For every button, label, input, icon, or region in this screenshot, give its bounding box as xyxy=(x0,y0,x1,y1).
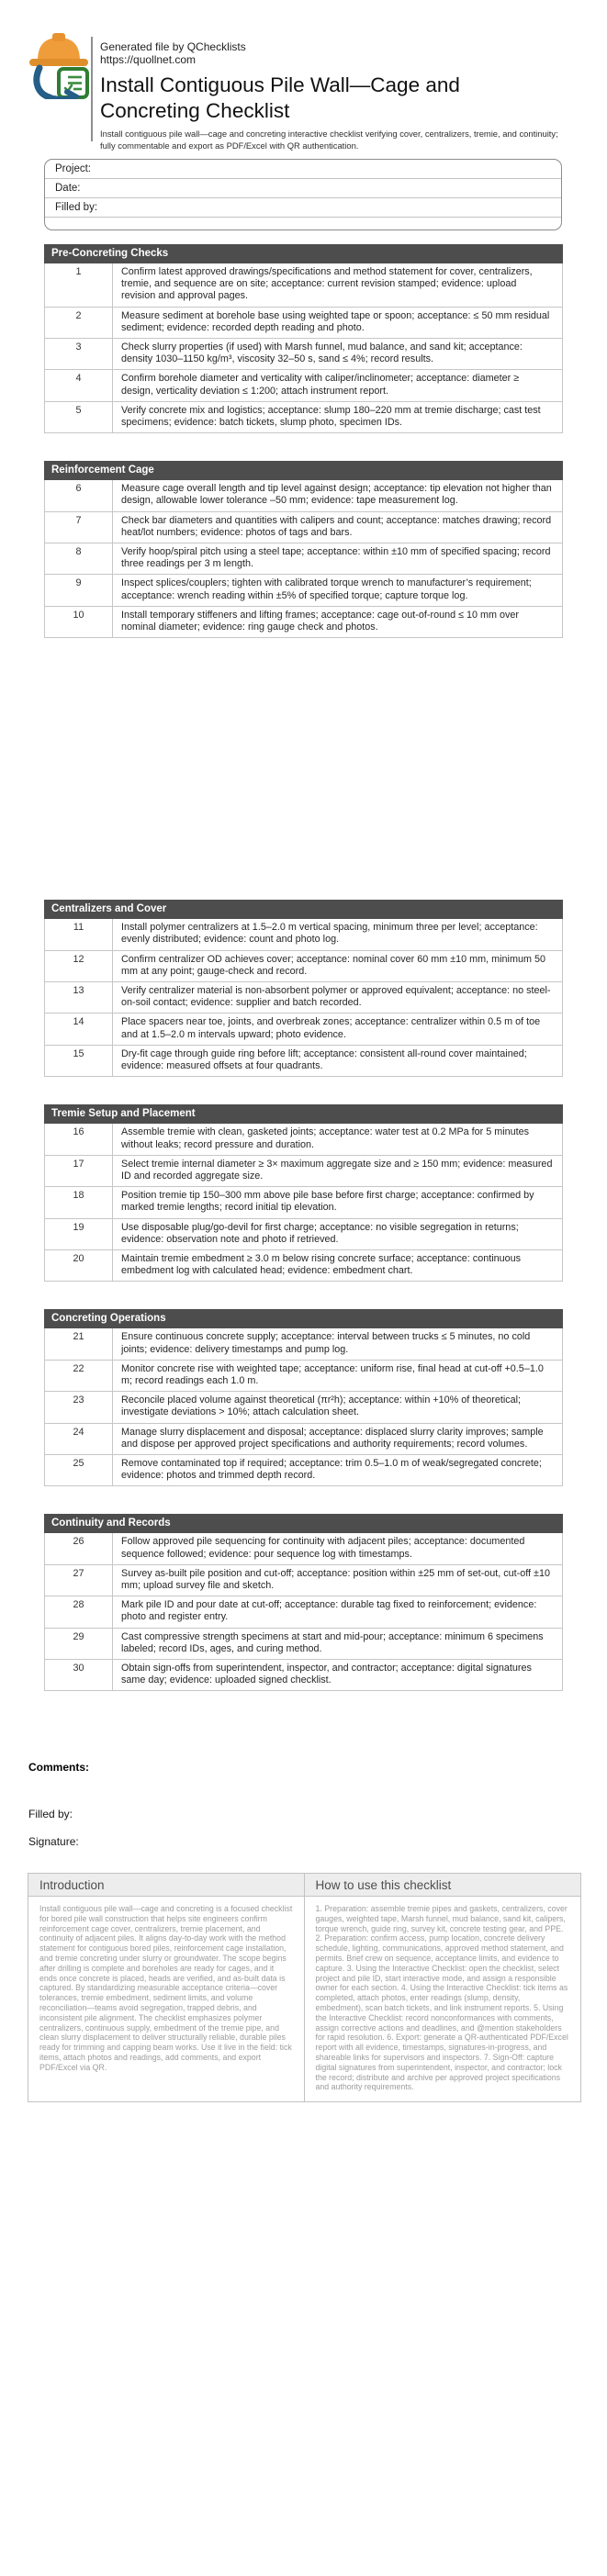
checklist-row xyxy=(45,1250,562,1282)
item-text: Follow approved pile sequencing for continuity with adjacent piles; acceptance: documented sequence followed; evidence: pour sequence log with timestamps. xyxy=(121,1536,525,1560)
generated-by-line: Generated file by QChecklists xyxy=(100,40,246,53)
item-text: Monitor concrete rise with weighted tape; acceptance: uniform rise, final head at cut-off +0.5–1.0 m; record readings each 1.0 m. xyxy=(121,1362,544,1386)
item-text: Manage slurry displacement and disposal; acceptance: displaced slurry clarity improves; sample and dispose per approved project specifications and authority requirements; record volumes. xyxy=(121,1426,544,1450)
meta-field-row: Date: xyxy=(45,179,561,198)
item-text: Ensure continuous concrete supply; acceptance: interval between trucks ≤ 5 minutes, no cold joints; evidence: delivery timestamps and pump log. xyxy=(121,1331,531,1355)
checklist-section xyxy=(44,1309,563,1486)
section-header: Continuity and Records xyxy=(44,1514,563,1533)
checklist-section xyxy=(44,900,563,1077)
item-number: 24 xyxy=(45,1424,113,1454)
item-number: 13 xyxy=(45,982,113,1013)
item-number: 15 xyxy=(45,1046,113,1076)
item-text: Verify centralizer material is non-absorbent polymer or approved equivalent; acceptance: no steel-on-soil contact; evidence: supplier and batch recorded. xyxy=(121,985,551,1009)
item-text: Select tremie internal diameter ≥ 3× maximum aggregate size and ≥ 150 mm; evidence: measured ID and recorded aggregate size. xyxy=(121,1158,553,1182)
introduction-heading: Introduction xyxy=(28,1874,305,1897)
checklist-row xyxy=(45,480,562,511)
item-text: Measure cage overall length and tip level against design; acceptance: tip elevation not higher than design, allowable lower tolerance –50 mm; evidence: tape measurement log. xyxy=(121,483,552,507)
checklist-row xyxy=(45,512,562,543)
section-header: Concreting Operations xyxy=(44,1309,563,1328)
item-number: 27 xyxy=(45,1565,113,1596)
item-number: 18 xyxy=(45,1187,113,1217)
checklist-row xyxy=(45,1328,562,1360)
info-table xyxy=(28,1873,581,2102)
item-number: 20 xyxy=(45,1250,113,1281)
checklist-row xyxy=(45,1156,562,1187)
item-number: 12 xyxy=(45,951,113,981)
item-number: 8 xyxy=(45,543,113,574)
item-number: 23 xyxy=(45,1392,113,1422)
checklist-row xyxy=(45,1361,562,1392)
item-number: 7 xyxy=(45,512,113,543)
doc-header xyxy=(100,40,564,151)
checklist-row xyxy=(45,370,562,401)
checklist-row xyxy=(45,1565,562,1596)
checklist-row xyxy=(45,575,562,606)
hard-hat-icon xyxy=(29,33,88,66)
item-text: Verify concrete mix and logistics; acceptance: slump 180–220 mm at tremie discharge; cast test specimens; evidence: batch tickets, slump photo, specimen IDs. xyxy=(121,404,541,429)
meta-empty-row xyxy=(45,218,561,230)
checklist-row xyxy=(45,1046,562,1077)
checklist-row xyxy=(45,543,562,575)
item-number: 2 xyxy=(45,308,113,338)
checklist-row xyxy=(45,607,562,638)
section-body xyxy=(44,263,563,433)
item-number: 22 xyxy=(45,1361,113,1391)
item-text: Confirm latest approved drawings/specifications and method statement for cover, centralizers, tremie, and sequence are on site; acceptance: current revision stamped; evidence: upload revision and approval pages. xyxy=(121,266,533,302)
item-number: 5 xyxy=(45,402,113,432)
how-to-use-heading: How to use this checklist xyxy=(305,1874,581,1897)
checklist-row xyxy=(45,308,562,339)
item-number: 30 xyxy=(45,1660,113,1690)
item-number: 10 xyxy=(45,607,113,637)
section-body xyxy=(44,1533,563,1691)
comments-label: Comments: xyxy=(28,1761,90,1774)
item-number: 21 xyxy=(45,1328,113,1359)
section-header: Reinforcement Cage xyxy=(44,461,563,480)
checklist-row xyxy=(45,1455,562,1486)
item-text: Measure sediment at borehole base using weighted tape or spoon; acceptance: ≤ 50 mm residual sediment; evidence: recorded depth reading and photo. xyxy=(121,309,550,333)
checklist-row xyxy=(45,402,562,433)
checklist-row xyxy=(45,1124,562,1155)
item-number: 6 xyxy=(45,480,113,510)
checklist-section xyxy=(44,461,563,638)
section-header: Centralizers and Cover xyxy=(44,900,563,919)
checklist-row xyxy=(45,1392,562,1423)
item-number: 14 xyxy=(45,1014,113,1044)
item-text: Use disposable plug/go-devil for first charge; acceptance: no visible segregation in returns; evidence: observation note and photo if retrieved. xyxy=(121,1221,519,1245)
item-number: 11 xyxy=(45,919,113,949)
checklist-sections xyxy=(44,244,563,1691)
how-to-use-text: 1. Preparation: assemble tremie pipes and gaskets, centralizers, cover gauges, weighted tape, Marsh funnel, mud balance, sand kit, calipers, torque wrench, guide ring, survey kit, concrete testing gear, and PPE. 2. Preparation: confirm access, pump location, concrete delivery schedule, lighting, communications, approved method statement, and permits. Brief crew on sequence, acceptance limits, and evidence to capture. 3. Using the Interactive Checklist: open the checklist, select project and pile ID, start interactive mode, and assign a responsible owner for each section. 4. Using the Interactive Checklist: tick items as completed, attach photos, enter readings (slump, density, embedment), scan batch tickets, and link instrument reports. 5. Using the Interactive Checklist: record nonconformances with comments, assign corrective actions and deadlines, and @mention stakeholders for rapid resolution. 6. Export: generate a QR-authenticated PDF/Excel report with all evidence, timestamps, signatures-in-progress, and shareable links for supervisors and inspectors. 7. Sign-Off: capture digital signatures from superintendent, inspector, and contractor; lock the record; distribute and archive per approved project specifications and authority requirements. xyxy=(315,1904,568,2092)
checklist-section xyxy=(44,1104,563,1282)
checklist-row xyxy=(45,1187,562,1218)
item-text: Install temporary stiffeners and lifting frames; acceptance: cage out-of-round ≤ 10 mm over nominal diameter; evidence: ring gauge check and photos. xyxy=(121,609,520,633)
section-body xyxy=(44,919,563,1077)
section-header: Tremie Setup and Placement xyxy=(44,1104,563,1124)
checklist-row xyxy=(45,982,562,1014)
item-number: 3 xyxy=(45,339,113,369)
signature-label: Signature: xyxy=(28,1835,79,1848)
q-swoosh-icon xyxy=(37,68,50,97)
item-text: Verify hoop/spiral pitch using a steel tape; acceptance: within ±10 mm of specified spacing; record three readings per 3 m length. xyxy=(121,546,551,570)
site-url-link[interactable]: https://quollnet.com xyxy=(100,53,197,66)
checklist-row xyxy=(45,1424,562,1455)
item-text: Install polymer centralizers at 1.5–2.0 m vertical spacing, minimum three per level; acceptance: evenly distributed; evidence: count and photo log. xyxy=(121,922,538,946)
meta-box xyxy=(44,159,562,230)
checklist-section xyxy=(44,1514,563,1691)
checklist-section xyxy=(44,244,563,433)
item-number: 17 xyxy=(45,1156,113,1186)
checklist-row xyxy=(45,1014,562,1045)
item-text: Reconcile placed volume against theoretical (πr²h); acceptance: within +10% of theoretical; investigate deviations > 10%; attach calculation sheet. xyxy=(121,1394,522,1418)
checklist-row xyxy=(45,1660,562,1691)
checklist-row xyxy=(45,919,562,950)
section-body xyxy=(44,480,563,638)
item-number: 26 xyxy=(45,1533,113,1563)
item-text: Confirm borehole diameter and verticality with caliper/inclinometer; acceptance: diameter ≥ design, verticality deviation ≤ 1:200; attach instrument report. xyxy=(121,373,520,397)
checklist-row xyxy=(45,1219,562,1250)
item-text: Confirm centralizer OD achieves cover; acceptance: nominal cover 60 mm ±10 mm, minimum 50 mm at any point; gauge-check and record. xyxy=(121,953,545,977)
item-text: Dry-fit cage through guide ring before lift; acceptance: consistent all-round cover maintained; evidence: measured offsets at four quadrants. xyxy=(121,1047,527,1072)
item-text: Maintain tremie embedment ≥ 3.0 m below rising concrete surface; acceptance: continuous embedment log with calculated head; evidence: embedment chart. xyxy=(121,1252,522,1277)
item-text: Remove contaminated top if required; acceptance: trim 0.5–1.0 m of weak/segregated concrete; evidence: photos and trimmed depth record. xyxy=(121,1457,542,1482)
item-text: Obtain sign-offs from superintendent, inspector, and contractor; acceptance: digital signatures same day; evidence: uploaded signed checklist. xyxy=(121,1662,532,1686)
checklist-row xyxy=(45,263,562,308)
item-text: Check bar diameters and quantities with calipers and count; acceptance: matches drawing; record heat/lot numbers; evidence: photos of tags and bars. xyxy=(121,514,552,538)
item-number: 19 xyxy=(45,1219,113,1249)
section-header: Pre-Concreting Checks xyxy=(44,244,563,263)
item-number: 4 xyxy=(45,370,113,400)
section-body xyxy=(44,1328,563,1486)
qchecklists-logo xyxy=(26,31,94,99)
checklist-row xyxy=(45,951,562,982)
item-number: 28 xyxy=(45,1596,113,1627)
item-number: 9 xyxy=(45,575,113,605)
item-text: Inspect splices/couplers; tighten with calibrated torque wrench to manufacturer’s requirement; acceptance: wrench reading within ±5% of specified torque; capture torque log. xyxy=(121,577,532,601)
item-text: Assemble tremie with clean, gasketed joints; acceptance: water test at 0.2 MPa for 5 minutes without leaks; record pressure and duration. xyxy=(121,1126,530,1150)
checklist-row xyxy=(45,1629,562,1660)
introduction-text: Install contiguous pile wall—cage and concreting is a focused checklist for bored pile wall construction that helps site engineers confirm reinforcement cage cover, centralizers, tremie placement, and continuity of adjacent piles. It aligns day-to-day work with the method statement for contiguous bored piles, reinforcement cage installation, and tremie concreting under slurry or groundwater. The scope begins after drilling is complete and boreholes are ready for cages, and it ends once concrete is placed, heads are verified, and as-built data is captured. By standardizing measurable acceptance criteria—cover tolerances, tremie embedment, sediment limits, and volume reconciliation—teams avoid segregation, trapped debris, and inconsistent pile alignment. The checklist emphasizes polymer centralizers, continuous supply, embedment of the tremie pipe, and clean slurry displacement to deliver structurally reliable, durable piles ready for trimming and capping beam works. Use it live in the field: tick items, attach photos and readings, add comments, and export PDF/Excel via QR. xyxy=(28,1897,305,2101)
filled-by-label: Filled by: xyxy=(28,1808,73,1820)
checklist-row xyxy=(45,1596,562,1628)
item-text: Position tremie tip 150–300 mm above pile base before first charge; acceptance: confirmed by marked tremie lengths; record initial tip elevation. xyxy=(121,1190,534,1214)
item-text: Place spacers near toe, joints, and overbreak zones; acceptance: centralizer within 0.5 m of toe and at 1.5–2.0 m intervals upward; photo evidence. xyxy=(121,1016,541,1040)
section-body xyxy=(44,1124,563,1282)
page-subtitle: Install contiguous pile wall—cage and concreting interactive checklist verifying cover, centralizers, tremie, and continuity; fully commentable and export as PDF/Excel with QR authentication. xyxy=(100,129,558,151)
item-number: 29 xyxy=(45,1629,113,1659)
meta-field-row: Filled by: xyxy=(45,198,561,218)
item-number: 16 xyxy=(45,1124,113,1154)
item-text: Check slurry properties (if used) with Marsh funnel, mud balance, and sand kit; acceptance: density 1030–1150 kg/m³, viscosity 32–50 s, sand ≤ 4%; record results. xyxy=(121,342,523,365)
logo-divider xyxy=(91,37,93,141)
item-text: Mark pile ID and pour date at cut-off; acceptance: durable tag fixed to reinforcement; evidence: photo and register entry. xyxy=(121,1599,537,1623)
meta-field-row: Project: xyxy=(45,160,561,179)
checklist-row xyxy=(45,1533,562,1564)
item-text: Cast compressive strength specimens at start and mid-pour; acceptance: minimum 6 specimens labeled; record IDs, ages, and curing method. xyxy=(121,1630,544,1654)
item-number: 1 xyxy=(45,263,113,307)
item-text: Survey as-built pile position and cut-off; acceptance: position within ±25 mm of set-out, cut-off ±10 mm; upload survey file and sketch. xyxy=(121,1567,550,1591)
checklist-row xyxy=(45,339,562,370)
page-title: Install Contiguous Pile Wall—Cage and Concreting Checklist xyxy=(100,73,460,122)
item-number: 25 xyxy=(45,1455,113,1485)
